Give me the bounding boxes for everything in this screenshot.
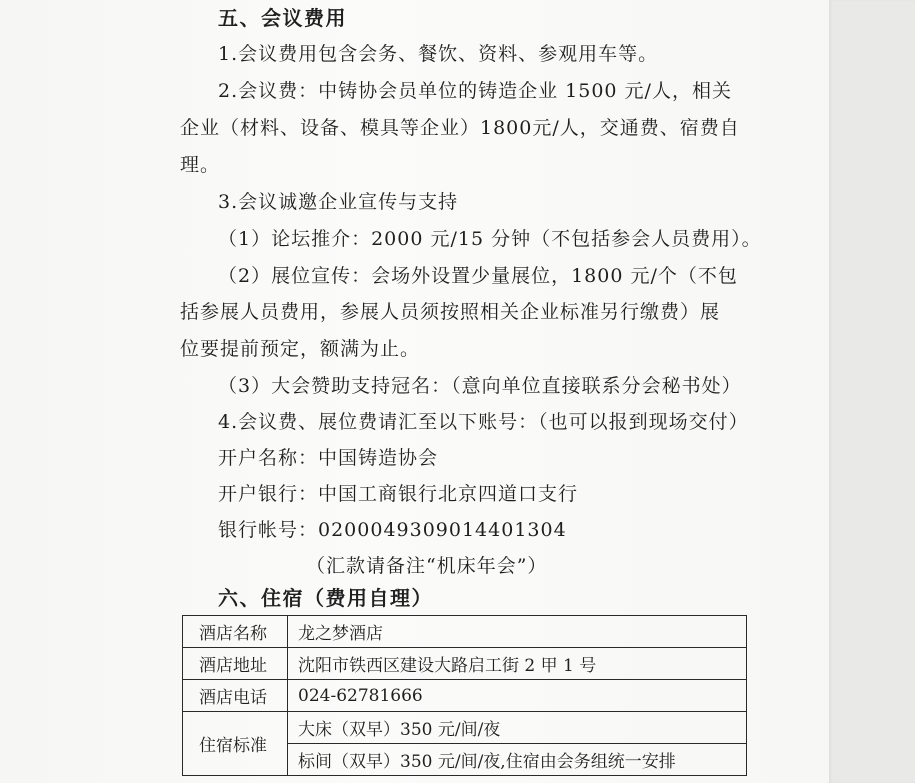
table-row bbox=[183, 712, 747, 744]
fee-item-3-2-line-2: 括参展人员费用，参展人员须按照相关企业标准另行缴费）展 bbox=[180, 301, 721, 323]
hotel-address-label: 酒店地址 bbox=[183, 648, 288, 680]
fee-item-3-2-line-3: 位要提前预定，额满为止。 bbox=[180, 338, 421, 360]
fee-item-3-2-line-1: （2）展位宣传：会场外设置少量展位，1800 元/个（不包 bbox=[218, 265, 738, 287]
fee-item-2-line-3: 理。 bbox=[180, 154, 221, 176]
hotel-table bbox=[182, 615, 747, 776]
hotel-name-value: 龙之梦酒店 bbox=[288, 616, 747, 648]
section6-heading: 六、住宿（费用自理） bbox=[218, 586, 433, 610]
fee-item-3-1: （1）论坛推介：2000 元/15 分钟（不包括参会人员费用）。 bbox=[218, 228, 762, 250]
account-bank: 开户银行：中国工商银行北京四道口支行 bbox=[218, 483, 579, 505]
room-standard-king: 大床（双早）350 元/间/夜 bbox=[288, 712, 747, 744]
fee-item-4: 4.会议费、展位费请汇至以下账号：（也可以报到现场交付） bbox=[218, 411, 749, 433]
hotel-name-label: 酒店名称 bbox=[183, 616, 288, 648]
fee-item-3-3: （3）大会赞助支持冠名：（意向单位直接联系分会秘书处） bbox=[218, 375, 742, 397]
hotel-phone-label: 酒店电话 bbox=[183, 680, 288, 712]
remit-note: （汇款请备注“机床年会”） bbox=[306, 555, 548, 577]
fee-item-3: 3.会议诚邀企业宣传与支持 bbox=[218, 191, 459, 213]
hotel-address-value: 沈阳市铁西区建设大路启工街 2 甲 1 号 bbox=[288, 648, 747, 680]
room-standard-label: 住宿标准 bbox=[183, 712, 288, 776]
fee-item-1: 1.会议费用包含会务、餐饮、资料、参观用车等。 bbox=[218, 43, 659, 65]
fee-item-2-line-2: 企业（材料、设备、模具等企业）1800元/人，交通费、宿费自 bbox=[180, 117, 740, 139]
account-name: 开户名称：中国铸造协会 bbox=[218, 447, 439, 469]
table-row bbox=[183, 648, 747, 680]
section5-heading: 五、会议费用 bbox=[218, 6, 347, 30]
room-standard-twin: 标间（双早）350 元/间/夜,住宿由会务组统一安排 bbox=[288, 744, 747, 776]
table-row bbox=[183, 680, 747, 712]
account-number: 银行帐号：0200049309014401304 bbox=[218, 519, 567, 541]
fee-item-2-line-1: 2.会议费：中铸协会员单位的铸造企业 1500 元/人，相关 bbox=[218, 80, 732, 102]
table-row bbox=[183, 616, 747, 648]
hotel-phone-value: 024-62781666 bbox=[288, 680, 747, 712]
